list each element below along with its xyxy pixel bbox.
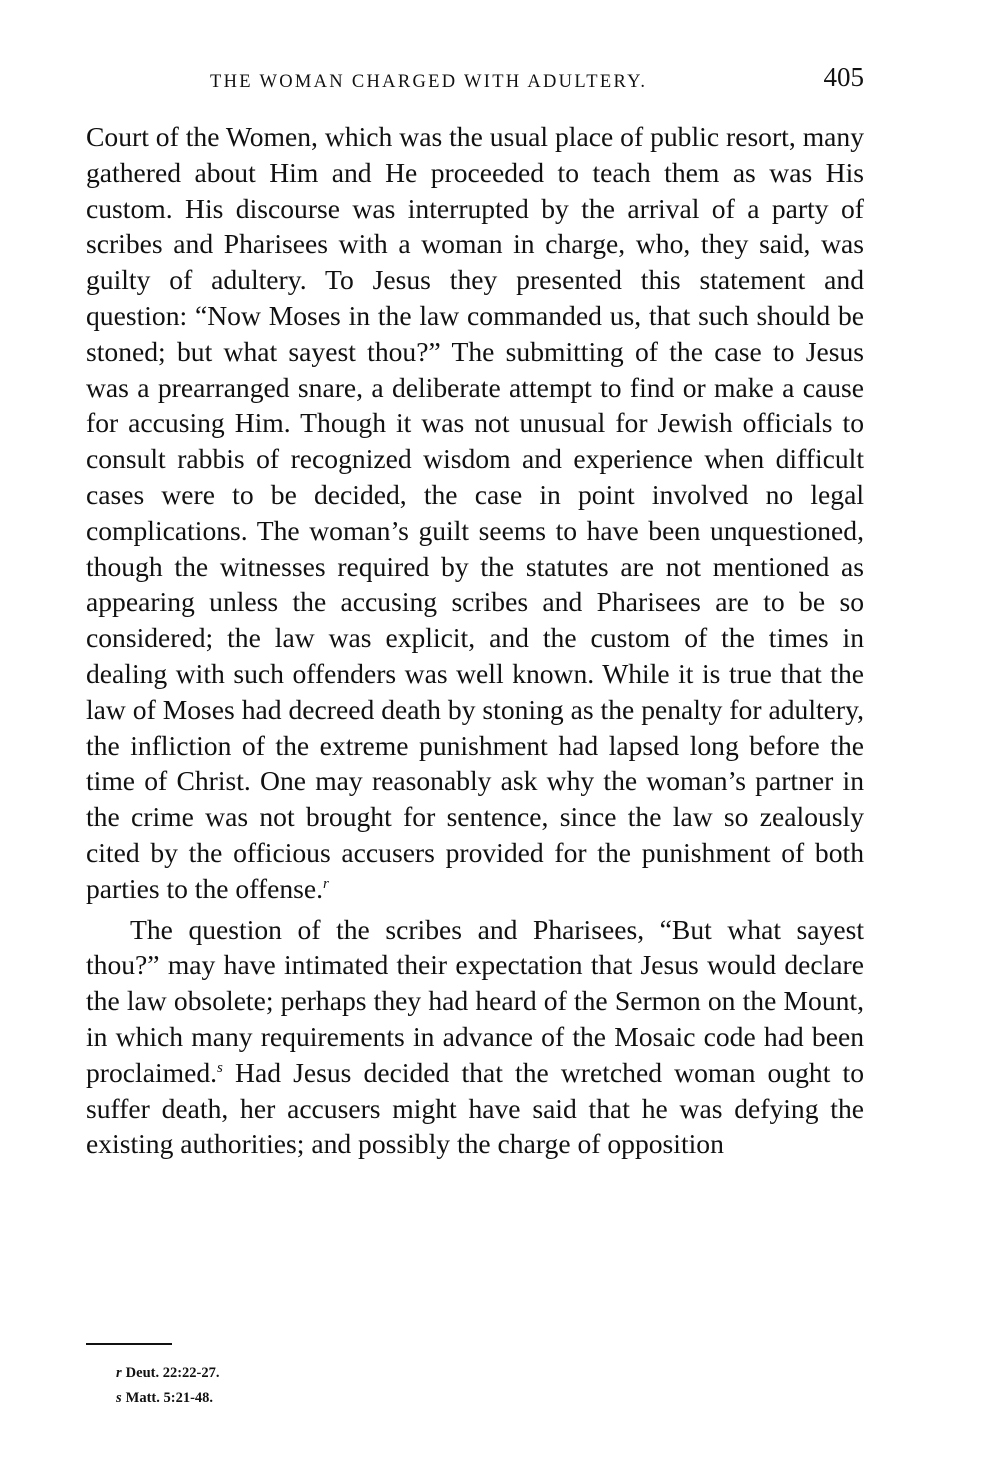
paragraph (86, 119, 864, 907)
footnote (116, 1361, 220, 1386)
paragraph-text: Had Jesus decided that the wretched woman ought to suffer death, her accusers might have said that he was defying the existing authorities; and possibly the charge of opposition (86, 1056, 864, 1160)
paragraph (86, 912, 864, 1163)
page-number: 405 (823, 62, 864, 92)
footnote-divider (86, 1343, 172, 1345)
page-header (86, 62, 864, 102)
footnote-mark: s (116, 1390, 122, 1406)
footnotes (116, 1361, 220, 1411)
footnote-ref: s (217, 1059, 223, 1076)
footnote-text: Matt. 5:21-48. (125, 1390, 214, 1406)
footnote-mark: r (116, 1365, 122, 1381)
paragraph-text: Court of the Women, which was the usual place of public resort, many gathered about Him and He proceeded to teach them as was His custom. His discourse was interrupted by the arrival of a party of scribes and Pharisees with a woman in charge, who, they said, was guilty of adultery. To Jesus they presented this statement and question: “Now Moses in the law commanded us, that such should be stoned; but what sayest thou?” The submitting of the case to Jesus was a prearranged snare, a deliberate attempt to find or make a cause for accusing Him. Though it was not unusual for Jewish officials to consult rabbis of recognized wisdom and experience when difficult cases were to be decided, the case in point involved no legal complications. The woman’s guilt seems to have been unquestioned, though the witnesses required by the statutes are not mentioned as appearing unless the accusing scribes and Pharisees are to be so considered; the law was explicit, and the custom of the times in dealing with such offenders was well known. While it is true that the law of Moses had decreed death by stoning as the penalty for adultery, the infliction of the extreme punishment had lapsed long before the time of Christ. One may reasonably ask why the woman’s partner in the crime was not brought for sentence, since the law so zealously cited by the officious accusers provided for the punishment of both parties to the offense. (86, 121, 864, 904)
footnote (116, 1386, 220, 1411)
footnote-text: Deut. 22:22-27. (125, 1365, 220, 1381)
footnote-ref: r (323, 875, 329, 892)
body-text (86, 119, 864, 1162)
running-title: THE WOMAN CHARGED WITH ADULTERY. (210, 72, 648, 92)
paragraph-text: The question of the scribes and Pharisees, “But what sayest thou?” may have intimated their expectation that Jesus would declare the law obsolete; perhaps they had heard of the Sermon on the Mount, in which many requirements in advance of the Mosaic code had been proclaimed. (86, 913, 864, 1088)
